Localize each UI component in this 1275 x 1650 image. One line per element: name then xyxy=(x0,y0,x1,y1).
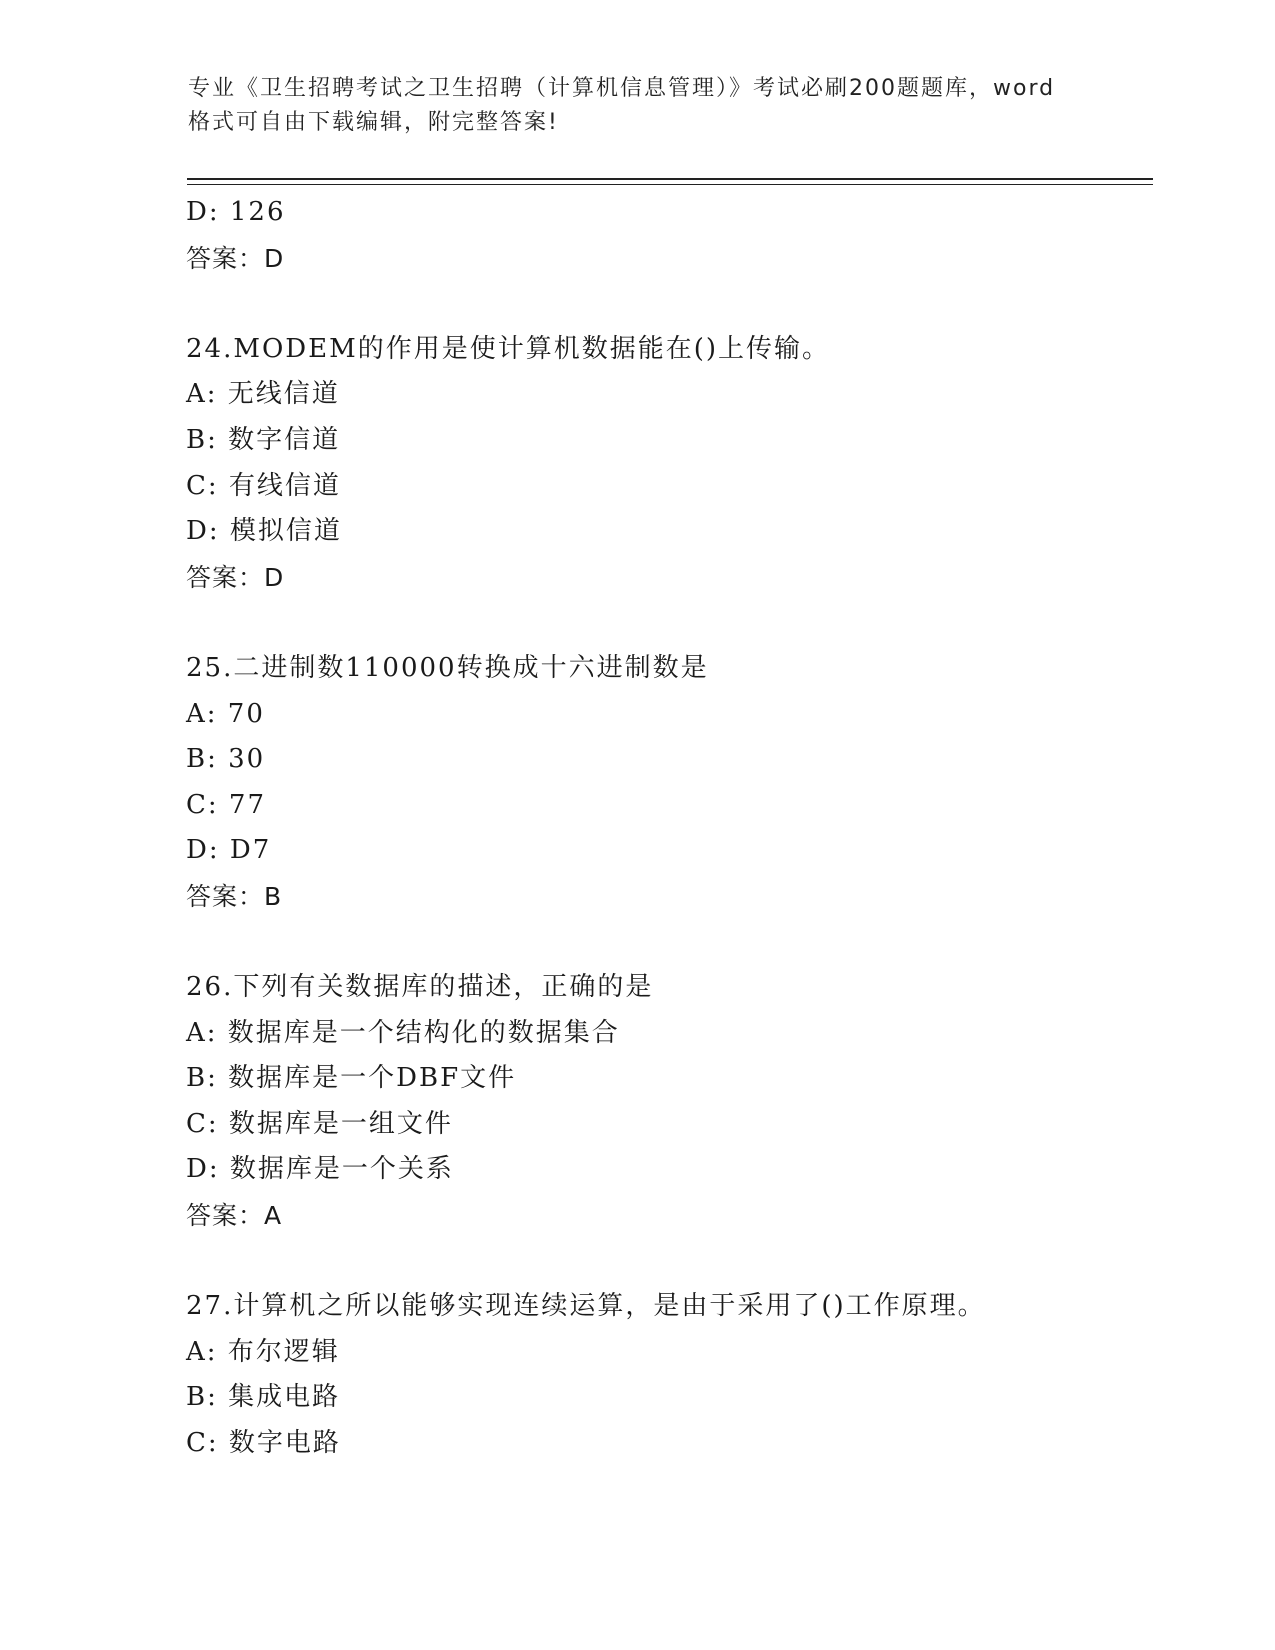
option-d: D: D7 xyxy=(186,835,272,866)
option-c: C: 数据库是一组文件 xyxy=(186,1108,453,1139)
option-b: B: 集成电路 xyxy=(186,1382,341,1413)
spacer xyxy=(186,600,1166,646)
answer-line: 答案：D xyxy=(186,243,285,273)
spacer xyxy=(186,1239,1166,1285)
option-a: A: 数据库是一个结构化的数据集合 xyxy=(186,1017,620,1048)
question-block-26 xyxy=(186,965,1166,1239)
option-a: A: 70 xyxy=(186,698,265,729)
question-text: 26.下列有关数据库的描述，正确的是 xyxy=(186,972,654,1003)
question-text: 25.二进制数110000转换成十六进制数是 xyxy=(186,652,709,683)
option-a: A: 布尔逻辑 xyxy=(186,1336,340,1367)
option-d: D: 126 xyxy=(186,197,286,227)
option-b: B: 数据库是一个DBF文件 xyxy=(186,1063,517,1094)
option-d: D: 数据库是一个关系 xyxy=(186,1154,454,1185)
header-divider-thin xyxy=(187,184,1153,185)
option-a: A: 无线信道 xyxy=(186,379,340,410)
option-c: C: 数字电路 xyxy=(186,1428,341,1459)
answer-line: 答案：B xyxy=(186,881,283,911)
document-header xyxy=(188,72,1088,140)
question-block-24 xyxy=(186,327,1166,601)
answer-line: 答案：A xyxy=(186,1201,283,1231)
question-block-25 xyxy=(186,646,1166,920)
header-title-line-2: 格式可自由下载编辑，附完整答案! xyxy=(188,110,559,135)
spacer xyxy=(186,281,1166,327)
spacer xyxy=(186,920,1166,966)
option-b: B: 数字信道 xyxy=(186,424,341,455)
option-b: B: 30 xyxy=(186,744,266,775)
question-list xyxy=(186,190,1166,1467)
question-text: 24.MODEM的作用是使计算机数据能在()上传输。 xyxy=(186,333,831,364)
option-c: C: 77 xyxy=(186,789,267,820)
option-c: C: 有线信道 xyxy=(186,470,341,501)
option-d: D: 模拟信道 xyxy=(186,516,342,547)
header-title-line-1: 专业《卫生招聘考试之卫生招聘（计算机信息管理）》考试必刷200题题库，word xyxy=(188,76,1056,101)
header-divider-thick xyxy=(187,178,1153,180)
question-text: 27.计算机之所以能够实现连续运算，是由于采用了()工作原理。 xyxy=(186,1291,986,1322)
question-block-27 xyxy=(186,1284,1166,1466)
answer-line: 答案：D xyxy=(186,562,285,592)
